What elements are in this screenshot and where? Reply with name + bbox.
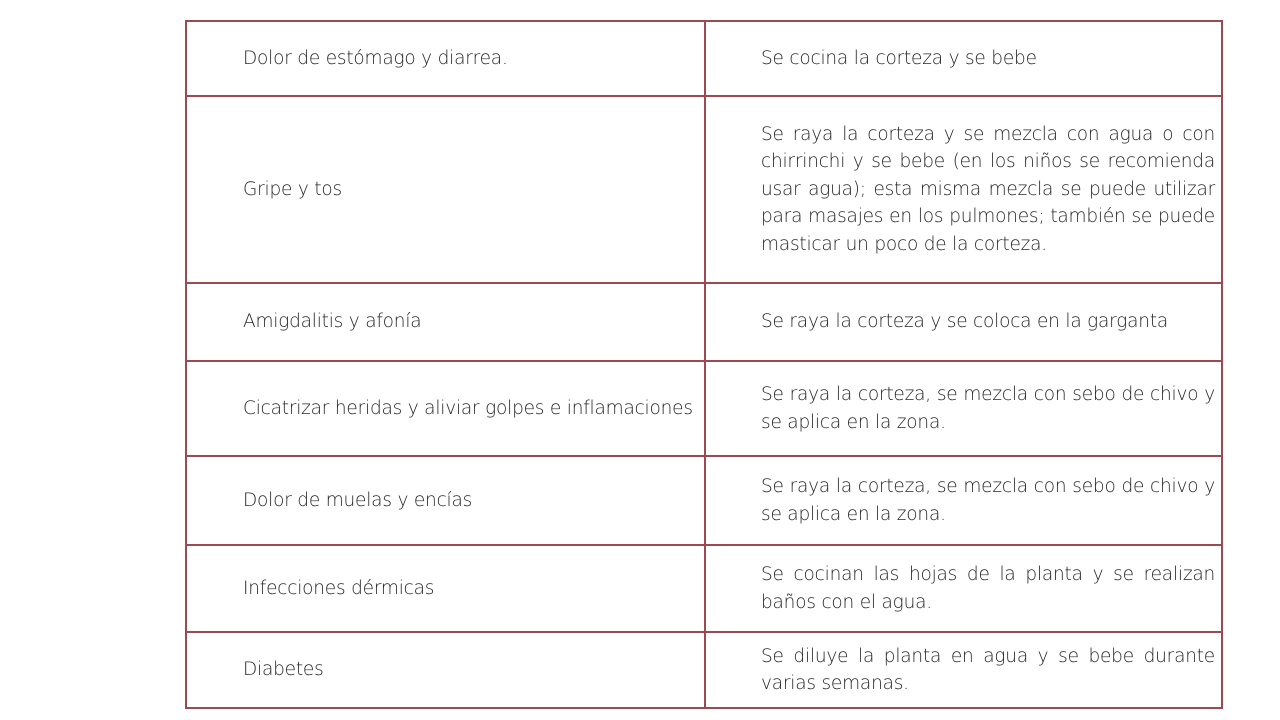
preparation-text: Se diluye la planta en agua y se bebe durante varias semanas. (761, 645, 1215, 694)
preparation-cell (705, 283, 1222, 361)
table-row (186, 545, 1222, 632)
preparation-cell (705, 361, 1222, 456)
preparation-cell (705, 21, 1222, 96)
table-row (186, 283, 1222, 361)
preparation-text: Se raya la corteza y se coloca en la garganta (761, 311, 1169, 333)
remedies-table (185, 20, 1223, 709)
condition-text: Dolor de muelas y encías (243, 489, 473, 511)
condition-text: Gripe y tos (243, 178, 342, 200)
preparation-text: Se raya la corteza, se mezcla con sebo de chivo y se aplica en la zona. (761, 476, 1215, 525)
table-row (186, 456, 1222, 545)
condition-cell (186, 361, 705, 456)
preparation-text: Se cocinan las hojas de la planta y se realizan baños con el agua. (761, 564, 1215, 613)
table-row (186, 632, 1222, 708)
condition-cell (186, 545, 705, 632)
preparation-text: Se raya la corteza, se mezcla con sebo de chivo y se aplica en la zona. (761, 384, 1215, 433)
condition-cell (186, 632, 705, 708)
condition-cell (186, 283, 705, 361)
table-row (186, 96, 1222, 283)
table-row (186, 21, 1222, 96)
condition-text: Dolor de estómago y diarrea. (243, 47, 508, 69)
condition-cell (186, 456, 705, 545)
table-row (186, 361, 1222, 456)
preparation-text: Se raya la corteza y se mezcla con agua o con chirrinchi y se bebe (en los niños se recomienda usar agua); esta misma mezcla se puede utilizar para masajes en los pulmones; también se puede masticar un poco de la corteza. (761, 123, 1215, 255)
condition-cell (186, 21, 705, 96)
condition-text: Diabetes (243, 659, 324, 681)
condition-text: Infecciones dérmicas (243, 577, 435, 599)
preparation-cell (705, 632, 1222, 708)
condition-text: Amigdalitis y afonía (243, 311, 422, 333)
condition-text: Cicatrizar heridas y aliviar golpes e inflamaciones (243, 397, 693, 419)
preparation-cell (705, 96, 1222, 283)
preparation-cell (705, 456, 1222, 545)
preparation-cell (705, 545, 1222, 632)
preparation-text: Se cocina la corteza y se bebe (761, 47, 1037, 69)
condition-cell (186, 96, 705, 283)
